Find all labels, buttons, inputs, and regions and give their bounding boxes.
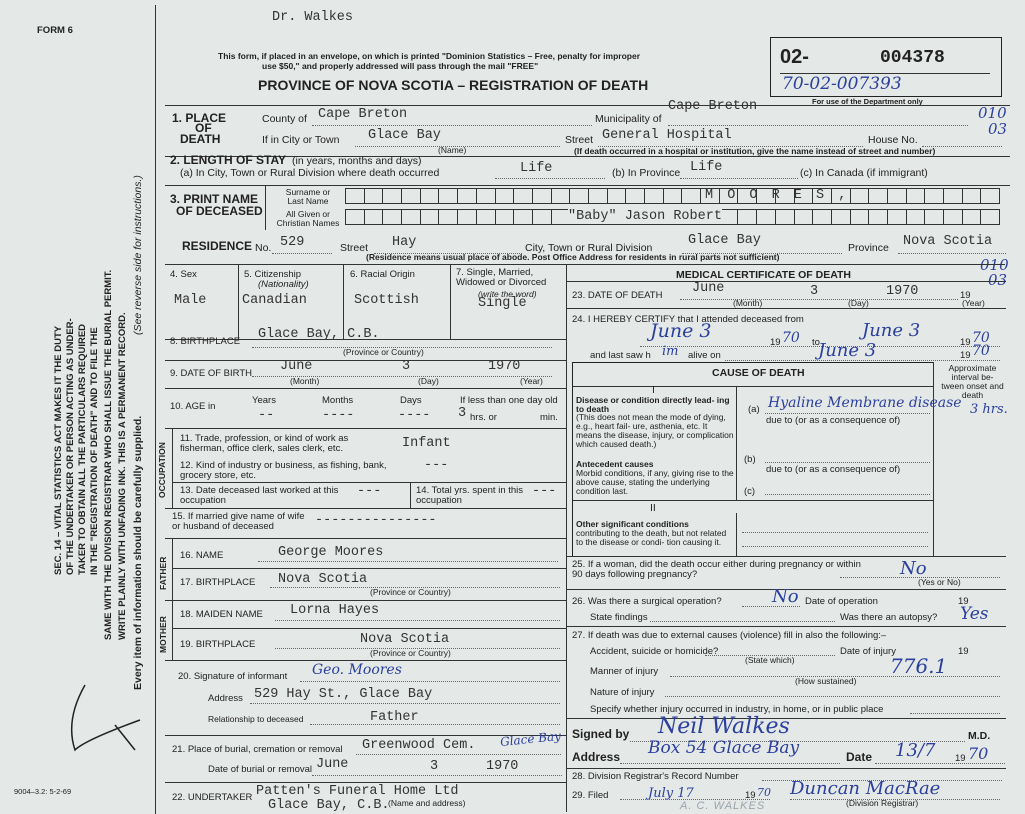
cause-c-label: (c) bbox=[744, 486, 756, 497]
hospital-note: (If death occurred in a hospital or institution, give the name instead of street and number) bbox=[574, 146, 936, 156]
birthplace-note: (Province or Country) bbox=[343, 347, 424, 357]
sig-date-label: Date bbox=[846, 750, 873, 764]
mother-birthplace-value: Nova Scotia bbox=[360, 632, 450, 647]
code-3: 010 bbox=[980, 256, 1009, 274]
undertaker-label: 22. UNDERTAKER bbox=[172, 792, 253, 803]
reg-number: 004378 bbox=[880, 48, 945, 68]
age-months-label: Months bbox=[322, 395, 354, 406]
trade-label: 11. Trade, profession, or kind of work as fisherman, office clerk, sales clerk, etc. bbox=[180, 433, 349, 454]
autopsy-value: Yes bbox=[960, 604, 989, 624]
q25-label: 25. If a woman, did the death occur either during pregnancy or within 90 days following pregnancy? bbox=[572, 559, 861, 580]
residence-street-label: Street bbox=[340, 242, 369, 254]
mother-maiden-label: 18. MAIDEN NAME bbox=[180, 609, 263, 620]
citizenship-note: (Nationality) bbox=[258, 279, 309, 290]
date-death-year-prefix: 19 bbox=[960, 290, 971, 301]
antecedent-label: Antecedent causes bbox=[576, 459, 654, 469]
informant-address: 529 Hay St., Glace Bay bbox=[254, 687, 433, 702]
stay-c-label: (c) In Canada (if immigrant) bbox=[800, 167, 928, 179]
disease-note: (This does not mean the mode of dying, e.g., heart fail- ure, asthenia, etc. It means the disease, injury, or complication which caused death.) bbox=[576, 412, 734, 449]
stay-label: 2. LENGTH OF STAY bbox=[170, 153, 287, 167]
last-worked-label: 13. Date deceased last worked at this occupation bbox=[180, 485, 339, 506]
mother-prov-note: (Province or Country) bbox=[370, 648, 451, 658]
date-death-day-label: (Day) bbox=[848, 298, 869, 308]
city-name-note: (Name) bbox=[438, 145, 467, 155]
relationship-label: Relationship to deceased bbox=[208, 714, 304, 724]
attended-from-year-prefix: 19 bbox=[770, 337, 781, 348]
street-label: Street bbox=[565, 134, 594, 146]
findings-label: State findings bbox=[590, 612, 648, 623]
medical-title: MEDICAL CERTIFICATE OF DEATH bbox=[676, 269, 851, 281]
disease-label: Disease or condition directly lead- ing to death bbox=[576, 395, 730, 414]
alive-on-hw: June 3 bbox=[818, 340, 877, 361]
margin-pen-mark bbox=[55, 680, 145, 760]
last-worked-value: --- bbox=[357, 484, 382, 499]
burial-month: June bbox=[316, 757, 349, 772]
father-birthplace-value: Nova Scotia bbox=[278, 572, 368, 587]
other-note: contributing to the death, but not related to the disease or condi- tion causing it. bbox=[576, 528, 727, 547]
informant-sig-label: 20. Signature of informant bbox=[178, 671, 288, 682]
informant-signature: Geo. Moores bbox=[312, 662, 402, 678]
reg-prefix: 02- bbox=[780, 46, 809, 68]
q28-label: 28. Division Registrar's Record Number bbox=[572, 771, 739, 782]
other-label: Other significant conditions bbox=[576, 519, 689, 529]
sig-date-hw: 13/7 bbox=[895, 740, 936, 761]
less-than-day-label: If less than one day old bbox=[460, 395, 558, 406]
dob-day: 3 bbox=[402, 359, 411, 374]
attended-from-year: 70 bbox=[782, 330, 800, 346]
residence-prov-label: Province bbox=[848, 242, 889, 254]
how-sustained: (How sustained) bbox=[795, 676, 857, 686]
house-label: House No. bbox=[868, 134, 918, 146]
age-label: 10. AGE in bbox=[170, 401, 216, 412]
date-death-month-label: (Month) bbox=[733, 298, 763, 308]
instruction-line-7: Every item of information should be carefully supplied. bbox=[132, 415, 144, 690]
attended-to-year-prefix: 19 bbox=[960, 337, 971, 348]
instruction-line-8: (See reverse side for instructions.) bbox=[132, 175, 144, 335]
residence-label: RESIDENCE bbox=[182, 239, 253, 253]
spouse-value: --------------- bbox=[315, 513, 437, 528]
citizenship-label: 5. Citizenship bbox=[244, 269, 302, 280]
filed-year: 70 bbox=[757, 786, 771, 799]
q27-label: 27. If death was due to external causes (violence) fill in also the following:– bbox=[572, 630, 887, 641]
undertaker-name: Patten's Funeral Home Ltd bbox=[256, 784, 459, 799]
q26-label: 26. Was there a surgical operation? bbox=[572, 596, 722, 607]
occupation-side-label: OCCUPATION bbox=[157, 442, 167, 498]
given-label: All Given or Christian Names bbox=[276, 209, 340, 228]
mother-maiden-value: Lorna Hayes bbox=[290, 603, 380, 618]
antecedent-note: Morbid conditions, if any, giving rise to the above cause, stating the underlying condition last. bbox=[576, 468, 734, 496]
given-value: "Baby" Jason Robert bbox=[568, 209, 722, 224]
dob-day-label: (Day) bbox=[418, 376, 439, 386]
age-hours-value: 3 bbox=[458, 406, 467, 421]
q29-label: 29. Filed bbox=[572, 790, 609, 801]
alive-on-label: alive on bbox=[688, 350, 721, 361]
deceased-label-2: OF DECEASED bbox=[176, 204, 263, 218]
due-to-2: due to (or as a consequence of) bbox=[766, 464, 901, 475]
county-label: County of bbox=[262, 113, 307, 125]
date-death-label: 23. DATE OF DEATH bbox=[572, 290, 663, 301]
stay-label-note: (in years, months and days) bbox=[292, 155, 422, 167]
age-days-label: Days bbox=[400, 395, 422, 406]
attended-to-label: to bbox=[812, 337, 820, 348]
form-code: 9004–3.2: 5-2-69 bbox=[14, 787, 72, 796]
stay-b-label: (b) In Province bbox=[612, 167, 681, 179]
dob-month: June bbox=[280, 359, 313, 374]
deceased-label-1: 3. PRINT NAME bbox=[170, 192, 259, 206]
certify-label: 24. I HEREBY CERTIFY that I attended deceased from bbox=[572, 314, 804, 325]
burial-place-label: 21. Place of burial, cremation or removal bbox=[172, 744, 343, 755]
surname-boxes bbox=[345, 188, 1000, 204]
surname-label: Surname or Last Name bbox=[285, 187, 331, 206]
total-years-label: 14. Total yrs. spent in this occupation bbox=[416, 485, 524, 506]
form-title: PROVINCE OF NOVA SCOTIA – REGISTRATION OF DEATH bbox=[258, 77, 649, 93]
autopsy-label: Was there an autopsy? bbox=[840, 612, 938, 623]
op-year-prefix: 19 bbox=[958, 596, 969, 607]
dob-year: 1970 bbox=[488, 359, 521, 374]
industry-value: --- bbox=[424, 458, 449, 473]
place-label-3: DEATH bbox=[180, 132, 221, 146]
sig-year-prefix: 19 bbox=[955, 753, 966, 764]
dept-number: 70-02-007393 bbox=[782, 74, 902, 94]
residence-prov: Nova Scotia bbox=[903, 234, 993, 249]
min-label: min. bbox=[540, 412, 558, 423]
mother-birthplace-label: 19. BIRTHPLACE bbox=[180, 639, 256, 650]
accident-label: Accident, suicide or homicide? bbox=[590, 646, 719, 657]
attended-to-year: 70 bbox=[972, 330, 990, 346]
marital-label: 7. Single, Married, Widowed or Divorced bbox=[456, 267, 547, 288]
manner-hw: 776.1 bbox=[890, 654, 948, 678]
county-value: Cape Breton bbox=[318, 107, 408, 122]
residence-no: 529 bbox=[280, 235, 305, 250]
father-birthplace-label: 17. BIRTHPLACE bbox=[180, 577, 256, 588]
stay-b-value: Life bbox=[690, 160, 723, 175]
date-death-month: June bbox=[692, 281, 725, 296]
interval-label: Approximate interval be- tween onset and death bbox=[941, 363, 1004, 400]
undertaker-note: (Name and address) bbox=[388, 798, 466, 808]
injury-year-prefix: 19 bbox=[958, 646, 969, 657]
op-date-label: Date of operation bbox=[805, 596, 878, 607]
dr-name: Dr. Walkes bbox=[272, 10, 354, 25]
sig-address-label: Address bbox=[572, 750, 621, 764]
relationship-value: Father bbox=[370, 710, 419, 725]
dept-note: For use of the Department only bbox=[812, 97, 923, 106]
date-death-day: 3 bbox=[810, 284, 819, 299]
state-which: (State which) bbox=[745, 655, 795, 665]
code-2: 03 bbox=[988, 120, 1008, 138]
last-seen-hw: im bbox=[662, 344, 679, 359]
code-1: 010 bbox=[978, 104, 1007, 122]
sex-label: 4. Sex bbox=[170, 269, 197, 280]
burial-place-handwritten: Glace Bay bbox=[499, 728, 562, 750]
birthplace-value: Glace Bay, C.B. bbox=[258, 327, 380, 342]
signed-by-hw: Neil Walkes bbox=[658, 714, 790, 739]
form-label: FORM 6 bbox=[37, 25, 73, 36]
residence-city: Glace Bay bbox=[688, 233, 761, 248]
cause-a-value: Hyaline Membrane disease bbox=[768, 395, 962, 411]
racial-value: Scottish bbox=[354, 293, 419, 308]
postage-note-2: use $50," and properly addressed will pass through the mail "FREE" bbox=[262, 61, 539, 71]
cause-b-label: (b) bbox=[744, 454, 756, 465]
instruction-line-2: OF THE UNDERTAKER OR PERSON ACTING AS UNDER- bbox=[65, 318, 76, 575]
age-years-value: -- bbox=[258, 408, 275, 423]
instruction-line-1: SEC. 14 – VITAL STATISTICS ACT MAKES IT THE DUTY bbox=[53, 325, 64, 575]
dob-label: 9. DATE OF BIRTH bbox=[170, 368, 252, 379]
cause-a-label: (a) bbox=[748, 404, 760, 415]
mother-side-label: MOTHER bbox=[158, 616, 168, 653]
registrar-hw: Duncan MacRae bbox=[790, 778, 941, 799]
age-days-value: ---- bbox=[398, 408, 431, 423]
dob-year-label: (Year) bbox=[520, 376, 543, 386]
marital-value: Single bbox=[478, 296, 527, 311]
date-death-year-label: (Year) bbox=[962, 298, 985, 308]
residence-no-label: No. bbox=[255, 242, 272, 254]
burial-day: 3 bbox=[430, 759, 439, 774]
city-value: Glace Bay bbox=[368, 128, 441, 143]
burial-year: 1970 bbox=[486, 759, 519, 774]
cause-title: CAUSE OF DEATH bbox=[712, 367, 805, 379]
sig-address-hw: Box 54 Glace Bay bbox=[648, 738, 800, 758]
instruction-line-5: SAME WITH THE DIVISION REGISTRAR WHO SHALL ISSUE THE BURIAL PERMIT. bbox=[103, 269, 114, 640]
cause-a-interval: 3 hrs. bbox=[970, 402, 1008, 417]
birthplace-label: 8. BIRTHPLACE bbox=[170, 336, 241, 347]
alive-year: 70 bbox=[972, 343, 990, 359]
last-seen-label: and last saw h bbox=[590, 350, 651, 361]
q25-note: (Yes or No) bbox=[918, 577, 961, 587]
informant-address-label: Address bbox=[208, 693, 243, 704]
surname-value: M O O R E S , bbox=[705, 188, 850, 203]
burial-place-value: Greenwood Cem. bbox=[362, 738, 476, 753]
instruction-line-6: WRITE PLAINLY WITH UNFADING INK. THIS IS A PERMANENT RECORD. bbox=[117, 312, 128, 640]
trade-value: Infant bbox=[402, 436, 451, 451]
street-value: General Hospital bbox=[602, 128, 732, 143]
age-months-value: ---- bbox=[322, 408, 355, 423]
place-label-1: 1. PLACE bbox=[172, 111, 227, 125]
instruction-line-4: IN THE "REGISTRATION OF DEATH" AND TO FILE THE bbox=[89, 327, 100, 575]
place-label-2: OF bbox=[195, 121, 212, 135]
age-years-label: Years bbox=[252, 395, 276, 406]
attended-from: June 3 bbox=[650, 320, 712, 342]
total-years-value: --- bbox=[532, 484, 557, 499]
stay-a-value: Life bbox=[520, 161, 553, 176]
code-4: 03 bbox=[988, 271, 1008, 289]
nature-label: Nature of injury bbox=[590, 687, 655, 698]
postage-note-1: This form, if placed in an envelope, on which is printed "Dominion Statistics – Free, penalty for improper bbox=[218, 51, 641, 61]
sex-value: Male bbox=[174, 293, 207, 308]
burial-date-label: Date of burial or removal bbox=[208, 764, 313, 775]
filed-year-prefix: 19 bbox=[745, 790, 756, 801]
residence-city-label: City, Town or Rural Division bbox=[525, 242, 653, 254]
signed-by-label: Signed by bbox=[572, 727, 630, 741]
undertaker-city: Glace Bay, C.B. bbox=[268, 798, 390, 813]
racial-label: 6. Racial Origin bbox=[350, 269, 415, 280]
citizenship-value: Canadian bbox=[242, 293, 307, 308]
industry-label: 12. Kind of industry or business, as fishing, bank, grocery store, etc. bbox=[180, 460, 387, 481]
spouse-label: 15. If married give name of wife or husband of deceased bbox=[172, 511, 305, 532]
father-name-label: 16. NAME bbox=[180, 550, 224, 561]
manner-label: Manner of injury bbox=[590, 666, 659, 677]
sig-year-hw: 70 bbox=[968, 744, 989, 763]
municipality-label: Municipality of bbox=[595, 113, 662, 125]
city-label: If in City or Town bbox=[262, 134, 340, 146]
date-death-year: 1970 bbox=[886, 284, 919, 299]
due-to-1: due to (or as a consequence of) bbox=[766, 415, 901, 426]
md-label: M.D. bbox=[968, 730, 991, 742]
residence-street: Hay bbox=[392, 235, 417, 250]
specify-label: Specify whether injury occurred in industry, in home, or in public place bbox=[590, 704, 884, 715]
part-1-label: I bbox=[652, 384, 655, 396]
registrar-note: (Division Registrar) bbox=[846, 798, 919, 808]
father-name-value: George Moores bbox=[278, 545, 384, 560]
q25-value: No bbox=[900, 558, 927, 579]
date-injury-label: Date of injury bbox=[840, 646, 896, 657]
marital-note: (write the word) bbox=[478, 289, 537, 299]
q26-value: No bbox=[772, 586, 799, 607]
dob-month-label: (Month) bbox=[290, 376, 320, 386]
instruction-line-3: TAKER TO OBTAIN ALL THE PARTICULARS REQUIRED bbox=[77, 323, 88, 575]
father-side-label: FATHER bbox=[158, 556, 168, 590]
attended-to: June 3 bbox=[862, 320, 921, 341]
filed-hw: July 17 bbox=[648, 786, 694, 801]
alive-year-prefix: 19 bbox=[960, 350, 971, 361]
father-prov-note: (Province or Country) bbox=[370, 587, 451, 597]
part-2-label: II bbox=[650, 502, 656, 514]
residence-note: (Residence means usual place of abode. Post Office Address for residents in rural parts not sufficient) bbox=[366, 252, 780, 262]
filed-stamp: A. C. WALKES bbox=[680, 800, 766, 812]
hrs-label: hrs. or bbox=[470, 412, 497, 423]
stay-a-label: (a) In City, Town or Rural Division where death occurred bbox=[180, 167, 440, 179]
municipality-value: Cape Breton bbox=[668, 99, 758, 114]
